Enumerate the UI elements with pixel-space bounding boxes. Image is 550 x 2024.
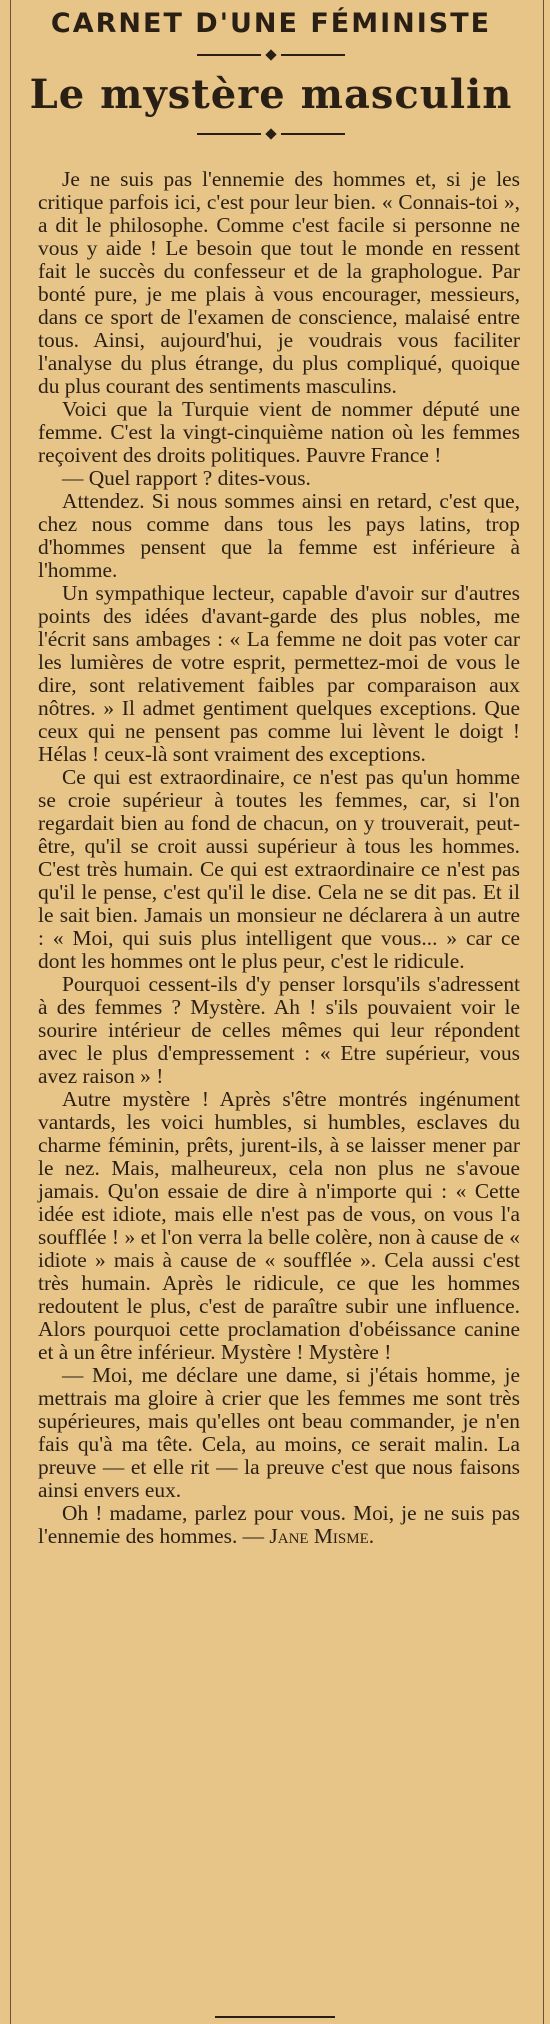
article-body (14, 150, 528, 1548)
closing-paragraph (38, 1502, 520, 1548)
paragraph: Voici que la Turquie vient de nommer député une femme. C'est la vingt-cinquième nation où les femmes reçoivent des droits politiques. Pauvre France ! (38, 397, 520, 467)
paragraph: Je ne suis pas l'ennemie des hommes et, si je les critique parfois ici, c'est pour leur bien. « Connais-toi », a dit le philosophe. Comme c'est facile si personne ne vous y aide ! Le besoin que tout le monde en ressent fait le succès du confesseur et de la graphologue. Par bonté pure, je me plais à vous encourager, messieurs, dans ce sport de l'examen de conscience, malaisé entre tous. Ainsi, aujourd'hui, je voudrais vous faciliter l'analyse du plus étrange, du plus compliqué, quoique du plus courant des sentiments masculins. (38, 167, 520, 398)
column-rule-left (10, 0, 11, 2024)
section-kicker: CARNET D'UNE FÉMINISTE (50, 8, 492, 39)
paragraph: Pourquoi cessent-ils d'y penser lorsqu'ils s'adressent à des femmes ? Mystère. Ah ! s'ils pouvaient voir le sourire intérieur de celles mêmes qui leur répondent avec le plus d'empressement : « Etre supérieur, vous avez raison » ! (38, 972, 520, 1088)
subtitle-ornament (14, 126, 528, 142)
diamond-ornament-icon (265, 128, 276, 139)
paragraph: Autre mystère ! Après s'être montrés ingénument vantards, les voici humbles, si humbles, esclaves du charme féminin, prêts, jurent-ils, à se laisser mener par le nez. Mais, malheureux, cela non plus ne s'avoue jamais. Qu'on essaie de dire à n'importe qui : « Cette idée est idiote, mais elle n'est pas de vous, on vous l'a soufflée ! » et l'on verra la belle colère, non à cause de « idiote » mais à cause de « soufflée ». Cela aussi c'est très humain. Après le ridicule, ce que les hommes redoutent le plus, c'est de paraître subir une influence. Alors pourquoi cette proclamation d'obéissance canine et à un être inférieur. Mystère ! Mystère ! (38, 1087, 520, 1364)
diamond-ornament-icon (265, 49, 276, 60)
paragraph: Ce qui est extraordinaire, ce n'est pas qu'un homme se croie supérieur à toutes les femmes, car, si l'on regardait bien au fond de chacun, on y trouverait, peut-être, qu'il se croit aussi supérieur à tous les hommes. C'est très humain. Ce qui est extraordinaire ce n'est pas qu'il le pense, c'est qu'il le dise. Cela ne se dit pas. Et il le sait bien. Jamais un monsieur ne déclarera à un autre : « Moi, qui suis plus intelligent que vous... » car ce dont les hommes ont le plus peur, c'est le ridicule. (38, 765, 520, 973)
bottom-rule (0, 2016, 550, 2018)
column-rule-right (543, 0, 544, 2024)
paragraph: Attendez. Si nous sommes ainsi en retard, c'est que, chez nous comme dans tous les pays latins, trop d'hommes pensent que la femme est inférieure à l'homme. (38, 489, 520, 582)
article-title: Le mystère masculin (29, 71, 513, 118)
paragraph: — Quel rapport ? dites-vous. (62, 466, 311, 490)
paragraph: Un sympathique lecteur, capable d'avoir sur d'autres points des idées d'avant-garde des plus nobles, me l'écrit sans ambages : « La femme ne doit pas voter car les lumières de votre esprit, permettez-moi de vous le dire, sont relativement faibles par comparaison aux nôtres. » Il admet gentiment quelques exceptions. Que ceux qui ne pensent pas comme lui lèvent le doigt ! Hélas ! ceux-là sont vraiment des exceptions. (38, 581, 520, 766)
author-signature: Jane Misme. (269, 1524, 375, 1548)
paragraph: — Moi, me déclare une dame, si j'étais homme, je mettrais ma gloire à crier que les femmes me sont très supérieures, mais qu'elles ont beau commander, je n'en fais qu'à ma tête. Cela, au moins, ce serait malin. La preuve — et elle rit — la preuve c'est que nous faisons ainsi envers eux. (38, 1363, 520, 1502)
closing-text: Oh ! madame, parlez pour vous. Moi, je ne suis pas l'ennemie des hommes. — (38, 1501, 520, 1548)
title-ornament (14, 47, 528, 63)
